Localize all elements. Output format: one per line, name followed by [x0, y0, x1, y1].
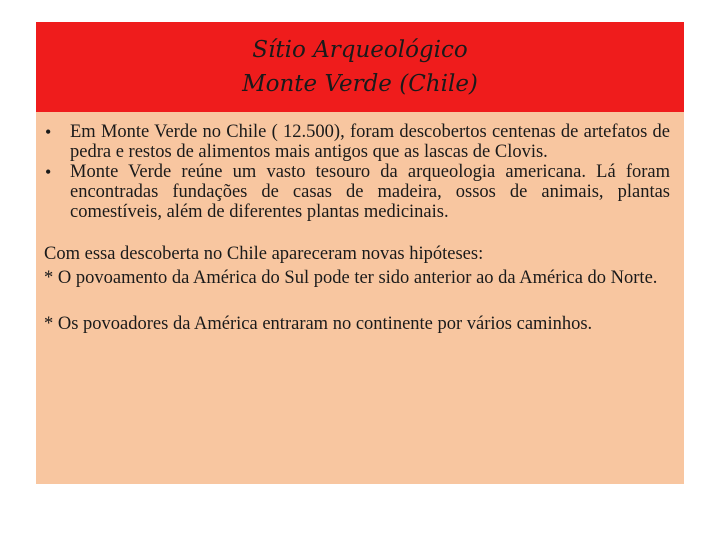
- bullet-list: [44, 122, 670, 222]
- bullet-dot-icon: •: [45, 122, 52, 142]
- bullet-item-2: [44, 162, 670, 222]
- hypotheses-block: [44, 242, 670, 290]
- content-panel: [36, 112, 684, 484]
- bullet-text-1: Em Monte Verde no Chile ( 12.500), foram descobertos centenas de artefatos de pedra e restos de alimentos mais antigos que as lascas de Clovis.: [70, 122, 670, 162]
- hypothesis-2-block: [44, 312, 670, 336]
- title-line-1: Sítio Arqueológico: [252, 37, 468, 63]
- title-line-2: Monte Verde (Chile): [242, 71, 478, 97]
- hypotheses-intro: Com essa descoberta no Chile apareceram novas hipóteses:: [44, 244, 484, 264]
- hypothesis-2: * Os povoadores da América entraram no continente por vários caminhos.: [44, 314, 593, 334]
- bullet-dot-icon: •: [45, 162, 52, 182]
- bullet-text-2: Monte Verde reúne um vasto tesouro da arqueologia americana. Lá foram encontradas fundações de casas de madeira, ossos de animais, plantas comestíveis, além de diferentes plantas medicinais.: [70, 162, 670, 222]
- title-banner: [36, 22, 684, 112]
- bullet-item-1: [44, 122, 670, 162]
- hypothesis-1: * O povoamento da América do Sul pode ter sido anterior ao da América do Norte.: [44, 268, 658, 288]
